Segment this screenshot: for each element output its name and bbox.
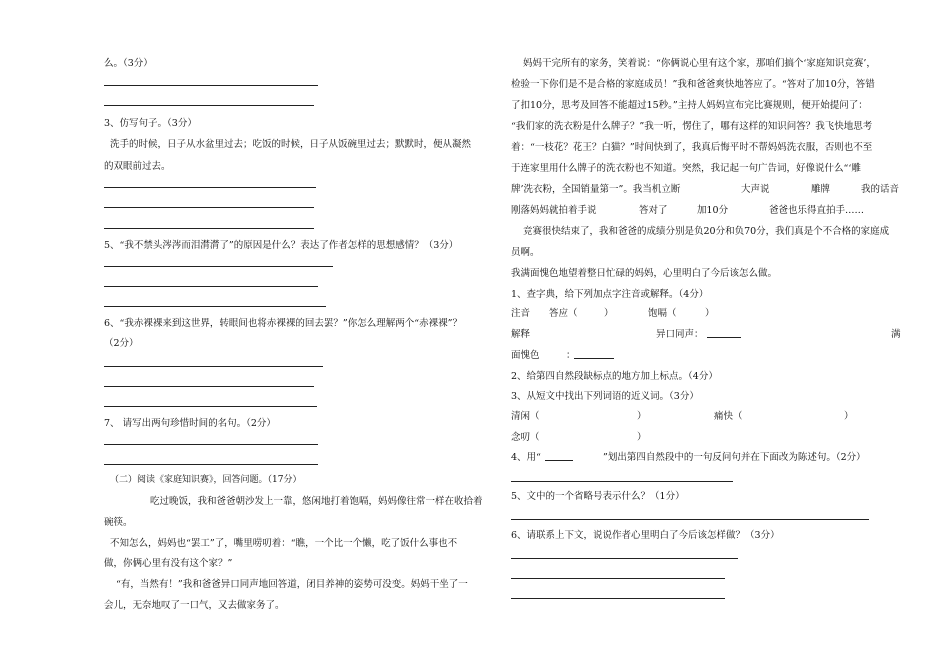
q1-item: 满	[891, 329, 901, 340]
q1-paren: ）	[705, 308, 715, 319]
q3-paren: ）	[844, 411, 854, 422]
answer-line[interactable]	[104, 386, 314, 387]
answer-line[interactable]	[104, 464, 318, 465]
passage-fragment: 爸爸也乐得直拍手……	[769, 205, 865, 216]
q3-text: 的双眼前过去。	[104, 161, 171, 172]
q3-paren: ）	[637, 411, 647, 422]
passage-fragment: 加10分	[697, 205, 729, 216]
q4-question: ”划出第四自然段中的一句反问句并在下面改为陈述句。（2分）	[603, 452, 866, 463]
passage-fragment: 雕牌	[811, 184, 831, 195]
passage-paragraph: 不知怎么，妈妈也“罢工”了，嘴里唠叨着：“瞧，一个比一个懒，吃了饭什么事也不	[110, 538, 458, 549]
answer-line[interactable]	[104, 207, 314, 208]
passage-fragment: 答对了	[639, 205, 668, 216]
passage-paragraph: 做，你俩心里有没有这个家？”	[104, 558, 233, 569]
q1-question: 1、查字典，给下列加点字注音或解释。（4分）	[511, 289, 709, 300]
answer-line[interactable]	[104, 444, 318, 445]
passage-paragraph: “我们家的洗衣粉是什么牌子？”我一听，愣住了，哪有这样的知识问答？我飞快地思考	[511, 121, 873, 132]
answer-blank[interactable]	[574, 349, 614, 359]
q1-item: 答应（	[549, 308, 578, 319]
q3-item: 痛快（	[714, 411, 743, 422]
passage-paragraph: 检验一下你们是不是合格的家庭成员！”我和爸爸爽快地答应了。“答对了加10分，答错	[511, 79, 875, 90]
passage-paragraph: 吃过晚饭，我和爸爸朝沙发上一靠，悠闲地打着饱嗝，妈妈像往常一样在收拾着	[150, 496, 483, 507]
passage-fragment: 我的话音	[861, 184, 900, 195]
q6-question: 6、“我赤裸裸来到这世界，转眼间也将赤裸裸的回去罢？”你怎么理解两个“赤裸裸”？	[104, 318, 462, 329]
q3-question: 3、从短文中找出下列词语的近义词。（3分）	[511, 391, 699, 402]
answer-line[interactable]	[104, 228, 314, 229]
q6-score: （2分）	[104, 338, 139, 349]
passage-paragraph: 刚落妈妈就拍着手说	[511, 205, 597, 216]
q7-question: 7、 请写出两句珍惜时间的名句。（2分）	[104, 418, 276, 429]
q6-question: 6、请联系上下文，说说作者心里明白了今后该怎样做？（3分）	[511, 530, 780, 541]
answer-blank[interactable]	[545, 451, 573, 461]
answer-line[interactable]	[104, 306, 326, 307]
q3-item: 清闲（	[511, 411, 540, 422]
passage-paragraph: “有，当然有！”我和爸爸异口同声地回答道，闭目养神的姿势可没变。妈妈干坐了一	[116, 579, 468, 590]
q1-item: 异口同声：	[656, 329, 704, 340]
q2-question: 2、给第四自然段缺标点的地方加上标点。（4分）	[511, 371, 718, 382]
q1-label: 注音	[511, 308, 531, 319]
passage-paragraph: 妈妈干完所有的家务，笑着说：“你俩说心里有这个家，那咱们搞个‘家庭知识竞赛’，	[523, 58, 876, 69]
passage-paragraph: 牌’洗衣粉，全国销量第一”。我当机立断	[511, 184, 681, 195]
section-two-heading: （二）阅读《家庭知识赛》，回答问题。（17分）	[110, 475, 302, 485]
q5-question: 5、“我不禁头涔涔而泪潸潸了”的原因是什么？表达了作者怎样的思想感情？（3分）	[104, 240, 459, 251]
q5-question: 5、文中的一个省略号表示什么？（1分）	[511, 491, 685, 502]
answer-line[interactable]	[104, 366, 323, 367]
passage-paragraph: 了扣10分，思考及回答不能超过15秒。”主持人妈妈宣布完比赛规则，便开始提问了：	[511, 100, 868, 111]
answer-line[interactable]	[511, 598, 725, 599]
q3-paren: ）	[637, 432, 647, 443]
passage-paragraph: 竞赛很快结束了，我和爸爸的成绩分别是负20分和负70分，我们真是个不合格的家庭成	[523, 226, 890, 237]
passage-paragraph: 着：“一枝花？花王？白猫？”时间快到了，我真后悔平时不帮妈妈洗衣服，否则也不至	[511, 142, 873, 153]
q1-paren: ）	[604, 308, 614, 319]
answer-blank[interactable]	[707, 328, 741, 338]
q1-item: 饱嗝（	[648, 308, 677, 319]
q3-title: 3、仿写句子。（3分）	[104, 118, 197, 129]
q3-item: 念叨（	[511, 432, 540, 443]
answer-line[interactable]	[104, 406, 317, 407]
passage-paragraph: 会儿，无奈地叹了一口气，又去做家务了。	[104, 600, 285, 611]
answer-line[interactable]	[511, 578, 725, 579]
q1-item: 面愧色	[511, 350, 540, 361]
answer-line[interactable]	[104, 85, 318, 86]
q1-colon: ：	[566, 350, 576, 361]
answer-line[interactable]	[511, 558, 738, 559]
answer-line[interactable]	[511, 481, 733, 482]
passage-fragment: 大声说	[741, 184, 770, 195]
answer-line[interactable]	[104, 286, 318, 287]
q4-question: 4、用“	[511, 452, 541, 463]
q1-label: 解释	[511, 329, 531, 340]
q3-text: 洗手的时候，日子从水盆里过去；吃饭的时候，日子从饭碗里过去；默默时，便从凝然	[110, 139, 472, 150]
answer-line[interactable]	[104, 187, 316, 188]
answer-line[interactable]	[104, 105, 314, 106]
answer-line[interactable]	[511, 519, 869, 520]
passage-paragraph: 于连家里用什么牌子的洗衣粉也不知道。突然，我记起一句广告词，好像说什么“‘雕	[511, 163, 861, 174]
answer-line[interactable]	[104, 266, 333, 267]
passage-paragraph: 员啊。	[511, 247, 540, 258]
passage-paragraph: 我满面愧色地望着整日忙碌的妈妈，心里明白了今后该怎么做。	[511, 268, 778, 279]
passage-paragraph: 碗筷。	[104, 517, 133, 528]
q2-tail: 么。（3分）	[104, 58, 153, 69]
